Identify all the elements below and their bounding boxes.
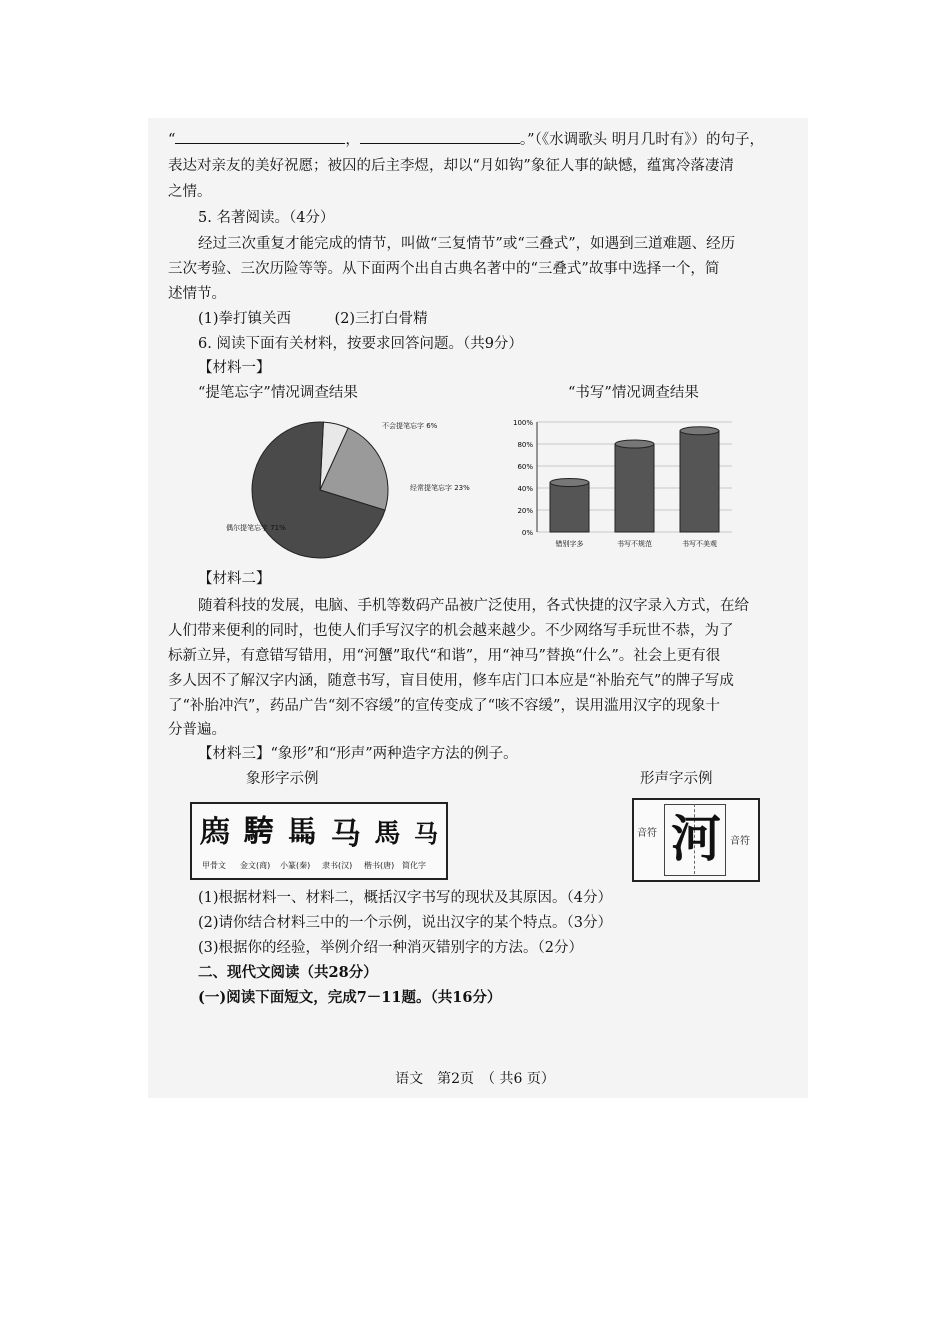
question-5-title: 5. 名著阅读。（4分） xyxy=(198,210,335,226)
pie-label: 经常提笔忘字 23% xyxy=(410,484,470,492)
pictograph-box xyxy=(190,802,448,880)
caption: 甲骨文 xyxy=(202,861,226,870)
seal-glyph: 𩡧 xyxy=(287,815,318,850)
y-tick-label: 20% xyxy=(517,507,533,515)
bar xyxy=(680,431,719,532)
text-line: 多人因不了解汉字内涵，随意书写，盲目使用，修车店门口本应是“补胎充气”的牌子写成 xyxy=(168,673,734,689)
pie-chart xyxy=(210,410,470,570)
material-1-label: 【材料一】 xyxy=(198,360,271,376)
clerical-glyph: 马 xyxy=(330,817,361,852)
text-line: 表达对亲友的美好祝愿；被囚的后主李煜，却以“月如钩”象征人事的缺憾，蕴寓冷落凄清 xyxy=(168,158,734,174)
material-2-label: 【材料二】 xyxy=(198,571,271,587)
regular-glyph: 馬 xyxy=(374,818,401,849)
text-line: 分普遍。 xyxy=(168,722,226,738)
comma: ， xyxy=(345,132,360,148)
phonetic-glyph: 河 xyxy=(671,809,721,868)
blank-2 xyxy=(360,129,520,144)
text-line: 随着科技的发展，电脑、手机等数码产品被广泛使用，各式快捷的汉字录入方式，在给 xyxy=(198,598,749,614)
caption: 隶书(汉) xyxy=(322,861,353,870)
right-label: 音符 xyxy=(730,836,750,847)
caption: 楷书(唐) xyxy=(364,861,395,870)
bar xyxy=(550,483,589,533)
bar-top xyxy=(680,427,719,435)
x-tick-label: 书写不美观 xyxy=(682,540,717,548)
y-tick-label: 60% xyxy=(517,463,533,471)
x-tick-label: 书写不规范 xyxy=(617,540,652,548)
open-quote: “ xyxy=(168,132,176,148)
left-label: 音符 xyxy=(637,828,657,839)
simplified-glyph: 马 xyxy=(413,818,438,848)
page-footer: 语文 第2页 （ 共6 页） xyxy=(395,1071,555,1087)
poem-source: 。”（《水调歌头 明月几时有》）的句子， xyxy=(519,132,764,148)
poem-fill-line xyxy=(168,128,764,152)
blank-1 xyxy=(175,129,345,144)
caption: 简化字 xyxy=(402,861,426,870)
text-line: 之情。 xyxy=(168,184,212,200)
text-line: 经过三次重复才能完成的情节，叫做“三复情节”或“三叠式”，如遇到三道难题、经历 xyxy=(198,236,736,252)
pie-label: 不会提笔忘字 6% xyxy=(382,422,438,430)
y-tick-label: 0% xyxy=(521,529,533,537)
oracle-bone-glyph: 𢊁 xyxy=(200,815,230,850)
material-3-label: 【材料三】“象形”和“形声”两种造字方法的例子。 xyxy=(198,746,518,762)
sub-question: (1)根据材料一、材料二，概括汉字书写的现状及其原因。（4分） xyxy=(198,890,613,906)
y-tick-label: 80% xyxy=(517,441,533,449)
text-line: 人们带来便利的同时，也使人们手写汉字的机会越来越少。不少网络写手玩世不恭，为了 xyxy=(168,623,734,639)
pie-label: 偶尔提笔忘字 71% xyxy=(226,524,286,532)
section-title: 二、现代文阅读（共28分） xyxy=(198,964,378,981)
phonetic-box xyxy=(632,798,760,882)
sub-question: (2)请你结合材料三中的一个示例，说出汉字的某个特点。（3分） xyxy=(198,915,613,931)
bar-chart xyxy=(505,412,745,557)
text-line: 了“补胎冲汽”，药品广告“刻不容缓”的宣传变成了“咳不容缓”，误用滥用汉字的现象十 xyxy=(168,698,720,714)
pie-chart-title: “提笔忘字”情况调查结果 xyxy=(198,385,358,401)
bar-top xyxy=(615,440,654,448)
sub-question: (3)根据你的经验，举例介绍一种消灭错别字的方法。（2分） xyxy=(198,940,584,956)
x-tick-label: 错别字多 xyxy=(555,540,584,548)
caption: 小篆(秦) xyxy=(280,861,311,870)
pictograph-title: 象形字示例 xyxy=(246,771,319,787)
text-line: 三次考验、三次历险等等。从下面两个出自古典名著中的“三叠式”故事中选择一个，简 xyxy=(168,261,720,277)
phonetic-title: 形声字示例 xyxy=(640,771,713,787)
bar-top xyxy=(550,479,589,487)
section-subtitle: (一)阅读下面短文，完成7－11题。（共16分） xyxy=(198,989,502,1006)
text-line: 标新立异，有意错写错用，用“河蟹”取代“和谐”，用“神马”替换“什么”。社会上更有很 xyxy=(168,648,721,664)
bronze-glyph: 𩣔 xyxy=(243,814,274,849)
bar-chart-title: “书写”情况调查结果 xyxy=(568,385,699,401)
caption: 金文(商) xyxy=(240,861,271,870)
text-line: 述情节。 xyxy=(168,286,226,302)
question-5-options: (1)拳打镇关西 (2)三打白骨精 xyxy=(198,311,428,327)
y-tick-label: 100% xyxy=(512,419,533,427)
bar xyxy=(615,444,654,532)
y-tick-label: 40% xyxy=(517,485,533,493)
question-6-title: 6. 阅读下面有关材料，按要求回答问题。（共9分） xyxy=(198,336,523,352)
